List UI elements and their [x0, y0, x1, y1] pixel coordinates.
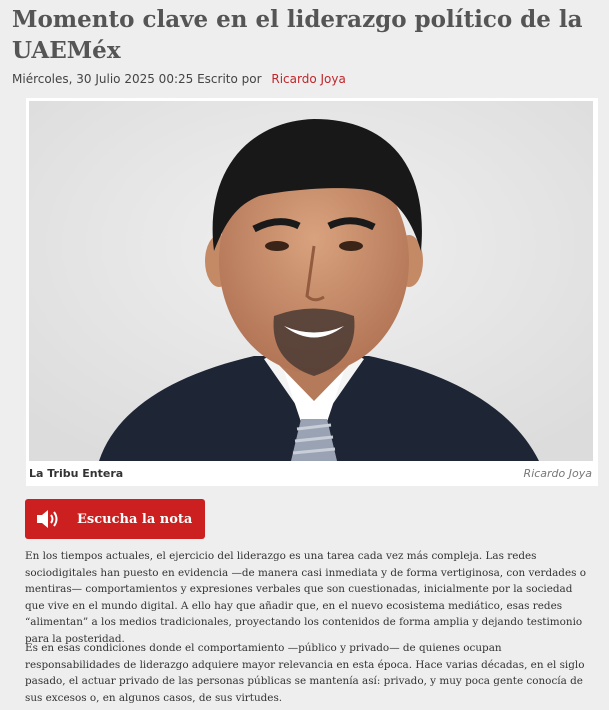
- written-by-label: Escrito por: [197, 72, 262, 86]
- listen-button-label: Escucha la nota: [77, 511, 193, 527]
- article-paragraph: En los tiempos actuales, el ejercicio del liderazgo es una tarea cada vez más compleja. Las redes sociodigitales han puesto en evidencia —de manera casi inmediata y de forma vertiginosa, con verdades o mentiras— comportamientos y expresiones verbales que son cuestionadas, inicialmente por la sociedad que vive en el mundo digital. A ello hay que añadir que, en el nuevo ecosistema mediático, esas redes “alimentan” a los medios tradicionales, proyectando los contenidos de forma amplia y dejando testimonio para la posteridad.: [25, 550, 586, 645]
- article-title: Momento clave en el liderazgo político de la UAEMéx: [12, 6, 583, 64]
- author-link[interactable]: Ricardo Joya: [271, 72, 346, 86]
- listen-button[interactable]: [25, 499, 205, 539]
- speaker-icon: [35, 508, 61, 530]
- photo-caption: La Tribu Entera: [29, 467, 124, 480]
- article-figure: [26, 98, 598, 486]
- article-paragraph: Es en esas condiciones donde el comportamiento —público y privado— de quienes ocupan responsabilidades de liderazgo adquiere mayor relevancia en esta época. Hace varias décadas, en el siglo pasado, el actuar privado de las personas públicas se mantenía así: privado, y muy poca gente conocía de sus excesos o, en algunos casos, de sus virtudes.: [25, 642, 585, 704]
- article-photo: [29, 101, 593, 461]
- photo-credit: Ricardo Joya: [523, 467, 592, 480]
- portrait-image: [29, 101, 593, 461]
- article-date: Miércoles, 30 Julio 2025 00:25: [12, 72, 194, 86]
- article-meta: [12, 72, 346, 86]
